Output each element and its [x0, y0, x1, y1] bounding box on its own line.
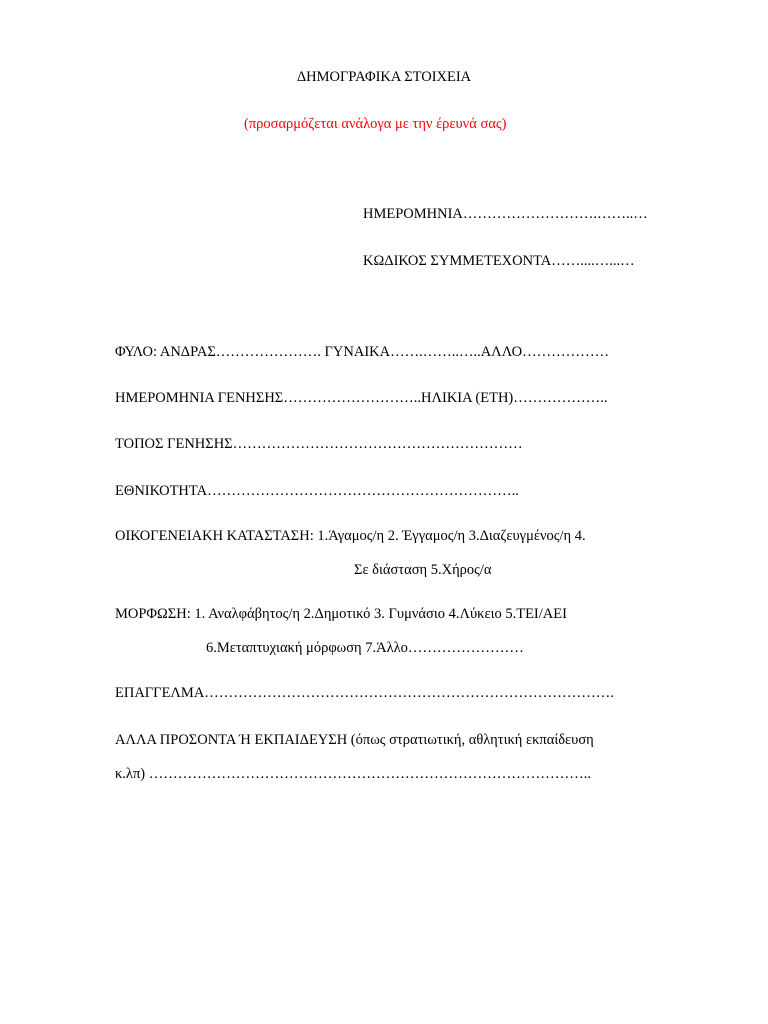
nationality-field: ΕΘΝΙΚΟΤΗΤΑ………………………………………………………..	[115, 483, 519, 499]
birth-date-age-field: ΗΜΕΡΟΜΗΝΙΑ ΓΕΝΗΣΗΣ………………………..ΗΛΙΚΙΑ (ΕΤΗ)………………..	[115, 390, 608, 406]
marital-status-line-1: ΟΙΚΟΓΕΝΕΙΑΚΗ ΚΑΤΑΣΤΑΣΗ: 1.Άγαμος/η 2. Έγγαμος/η 3.Διαζευγμένος/η 4.	[115, 528, 586, 544]
education-line-1: ΜΟΡΦΩΣΗ: 1. Αναλφάβητος/η 2.Δημοτικό 3. Γυμνάσιο 4.Λύκειο 5.ΤΕΙ/ΑΕΙ	[115, 606, 567, 622]
other-qualifications-line-1: ΑΛΛΑ ΠΡΟΣΟΝΤΑ Ή ΕΚΠΑΙΔΕΥΣΗ (όπως στρατιωτική, αθλητική εκπαίδευση	[115, 732, 594, 748]
marital-status-line-2: Σε διάσταση 5.Χήρος/α	[354, 562, 492, 578]
other-qualifications-line-2: κ.λπ) ………………………………………………………………………………..	[115, 766, 591, 782]
occupation-field: ΕΠΑΓΓΕΛΜΑ………………………………………………………………………….	[115, 685, 614, 701]
education-line-2: 6.Μεταπτυχιακή μόρφωση 7.Άλλο……………………	[206, 640, 524, 656]
gender-field: ΦΥΛΟ: ΑΝΔΡΑΣ…………………. ΓΥΝΑΙΚΑ…….……..…..ΑΛΛΟ………………	[115, 344, 610, 360]
participant-code-field: ΚΩΔΙΚΟΣ ΣΥΜΜΕΤΕΧΟΝΤΑ……....…...…	[363, 253, 635, 269]
page-subtitle: (προσαρμόζεται ανάλογα με την έρευνά σας)	[244, 116, 507, 132]
date-field: ΗΜΕΡΟΜΗΝΙΑ……………………….……..…	[363, 206, 648, 222]
page-title: ΔΗΜΟΓΡΑΦΙΚΑ ΣΤΟΙΧΕΙΑ	[296, 69, 472, 85]
birthplace-field: ΤΟΠΟΣ ΓΕΝΗΣΗΣ……………………………………………………	[115, 436, 523, 452]
